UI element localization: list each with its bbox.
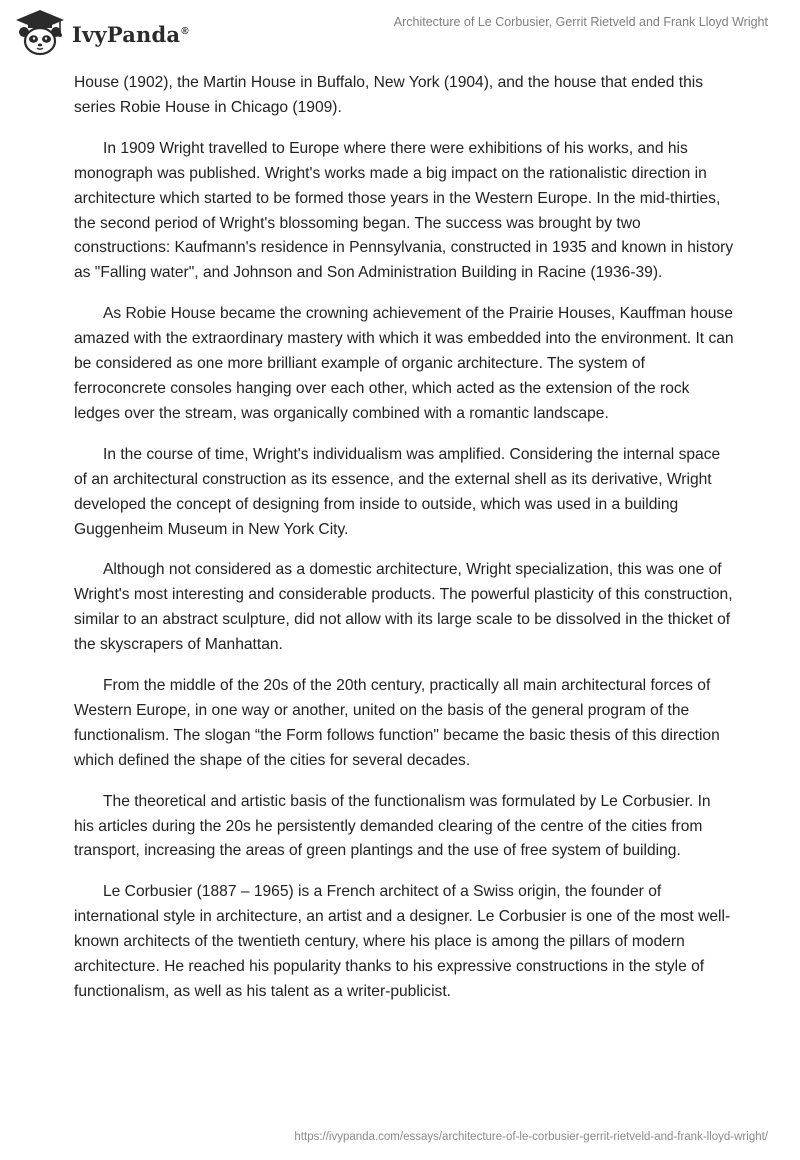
paragraph: As Robie House became the crowning achievement of the Prairie Houses, Kauffman house amazed with the extraordinary mastery with which it was embedded into the environment. It can be considered as one more brilliant example of organic architecture. The system of ferroconcrete consoles hanging over each other, which acted as the extension of the rock ledges over the stream, was organically combined with a romantic landscape. <box>74 305 734 422</box>
logo-wordmark: IvyPanda® <box>72 21 189 47</box>
paragraph: In 1909 Wright travelled to Europe where there were exhibitions of his works, and his monograph was published. Wright's works made a big impact on the rationalistic direction in architecture which started to be formed those years in the Western Europe. In the mid-thirties, the second period of Wright's blossoming began. The success was brought by two constructions: Kaufmann's residence in Pennsylvania, constructed in 1935 and known in history as "Falling water", and Johnson and Son Administration Building in Racine (1936-39). <box>74 139 734 282</box>
source-url-link[interactable]: https://ivypanda.com/essays/architecture-of-le-corbusier-gerrit-rietveld-and-frank-lloyd-wright/ <box>294 1131 768 1143</box>
paragraph: In the course of time, Wright's individualism was amplified. Considering the internal space of an architectural construction as its essence, and the external shell as its derivative, Wright developed the concept of designing from inside to outside, which was used in a building Guggenheim Museum in New York City. <box>74 445 721 538</box>
essay-body <box>74 71 734 1021</box>
paragraph: The theoretical and artistic basis of the functionalism was formulated by Le Corbusier. In his articles during the 20s he persistently demanded clearing of the centre of the cities from transport, increasing the areas of green plantings and the use of free system of building. <box>74 792 711 860</box>
paragraph: From the middle of the 20s of the 20th century, practically all main architectural forces of Western Europe, in one way or another, united on the basis of the general program of the functionalism. The slogan “the Form follows function" became the basic thesis of this direction which defined the shape of the cities for several decades. <box>74 677 720 769</box>
page-header <box>0 0 800 60</box>
site-logo[interactable] <box>12 8 189 58</box>
paragraph: House (1902), the Martin House in Buffalo, New York (1904), and the house that ended this series Robie House in Chicago (1909). <box>74 74 704 116</box>
document-title: Architecture of Le Corbusier, Gerrit Rietveld and Frank Lloyd Wright <box>393 15 768 29</box>
paragraph: Although not considered as a domestic architecture, Wright specialization, this was one of Wright's most interesting and considerable products. The powerful plasticity of this construction, similar to an abstract sculpture, did not allow with its large scale to be dissolved in the thicket of the skyscrapers of Manhattan. <box>74 561 733 654</box>
paragraph: Le Corbusier (1887 – 1965) is a French architect of a Swiss origin, the founder of international style in architecture, an artist and a designer. Le Corbusier is one of the most well-known architects of the twentieth century, where his place is among the pillars of modern architecture. He reached his popularity thanks to his expressive constructions in the style of functionalism, as well as his talent as a writer-publicist. <box>74 883 731 1000</box>
panda-graduate-icon <box>12 8 68 58</box>
